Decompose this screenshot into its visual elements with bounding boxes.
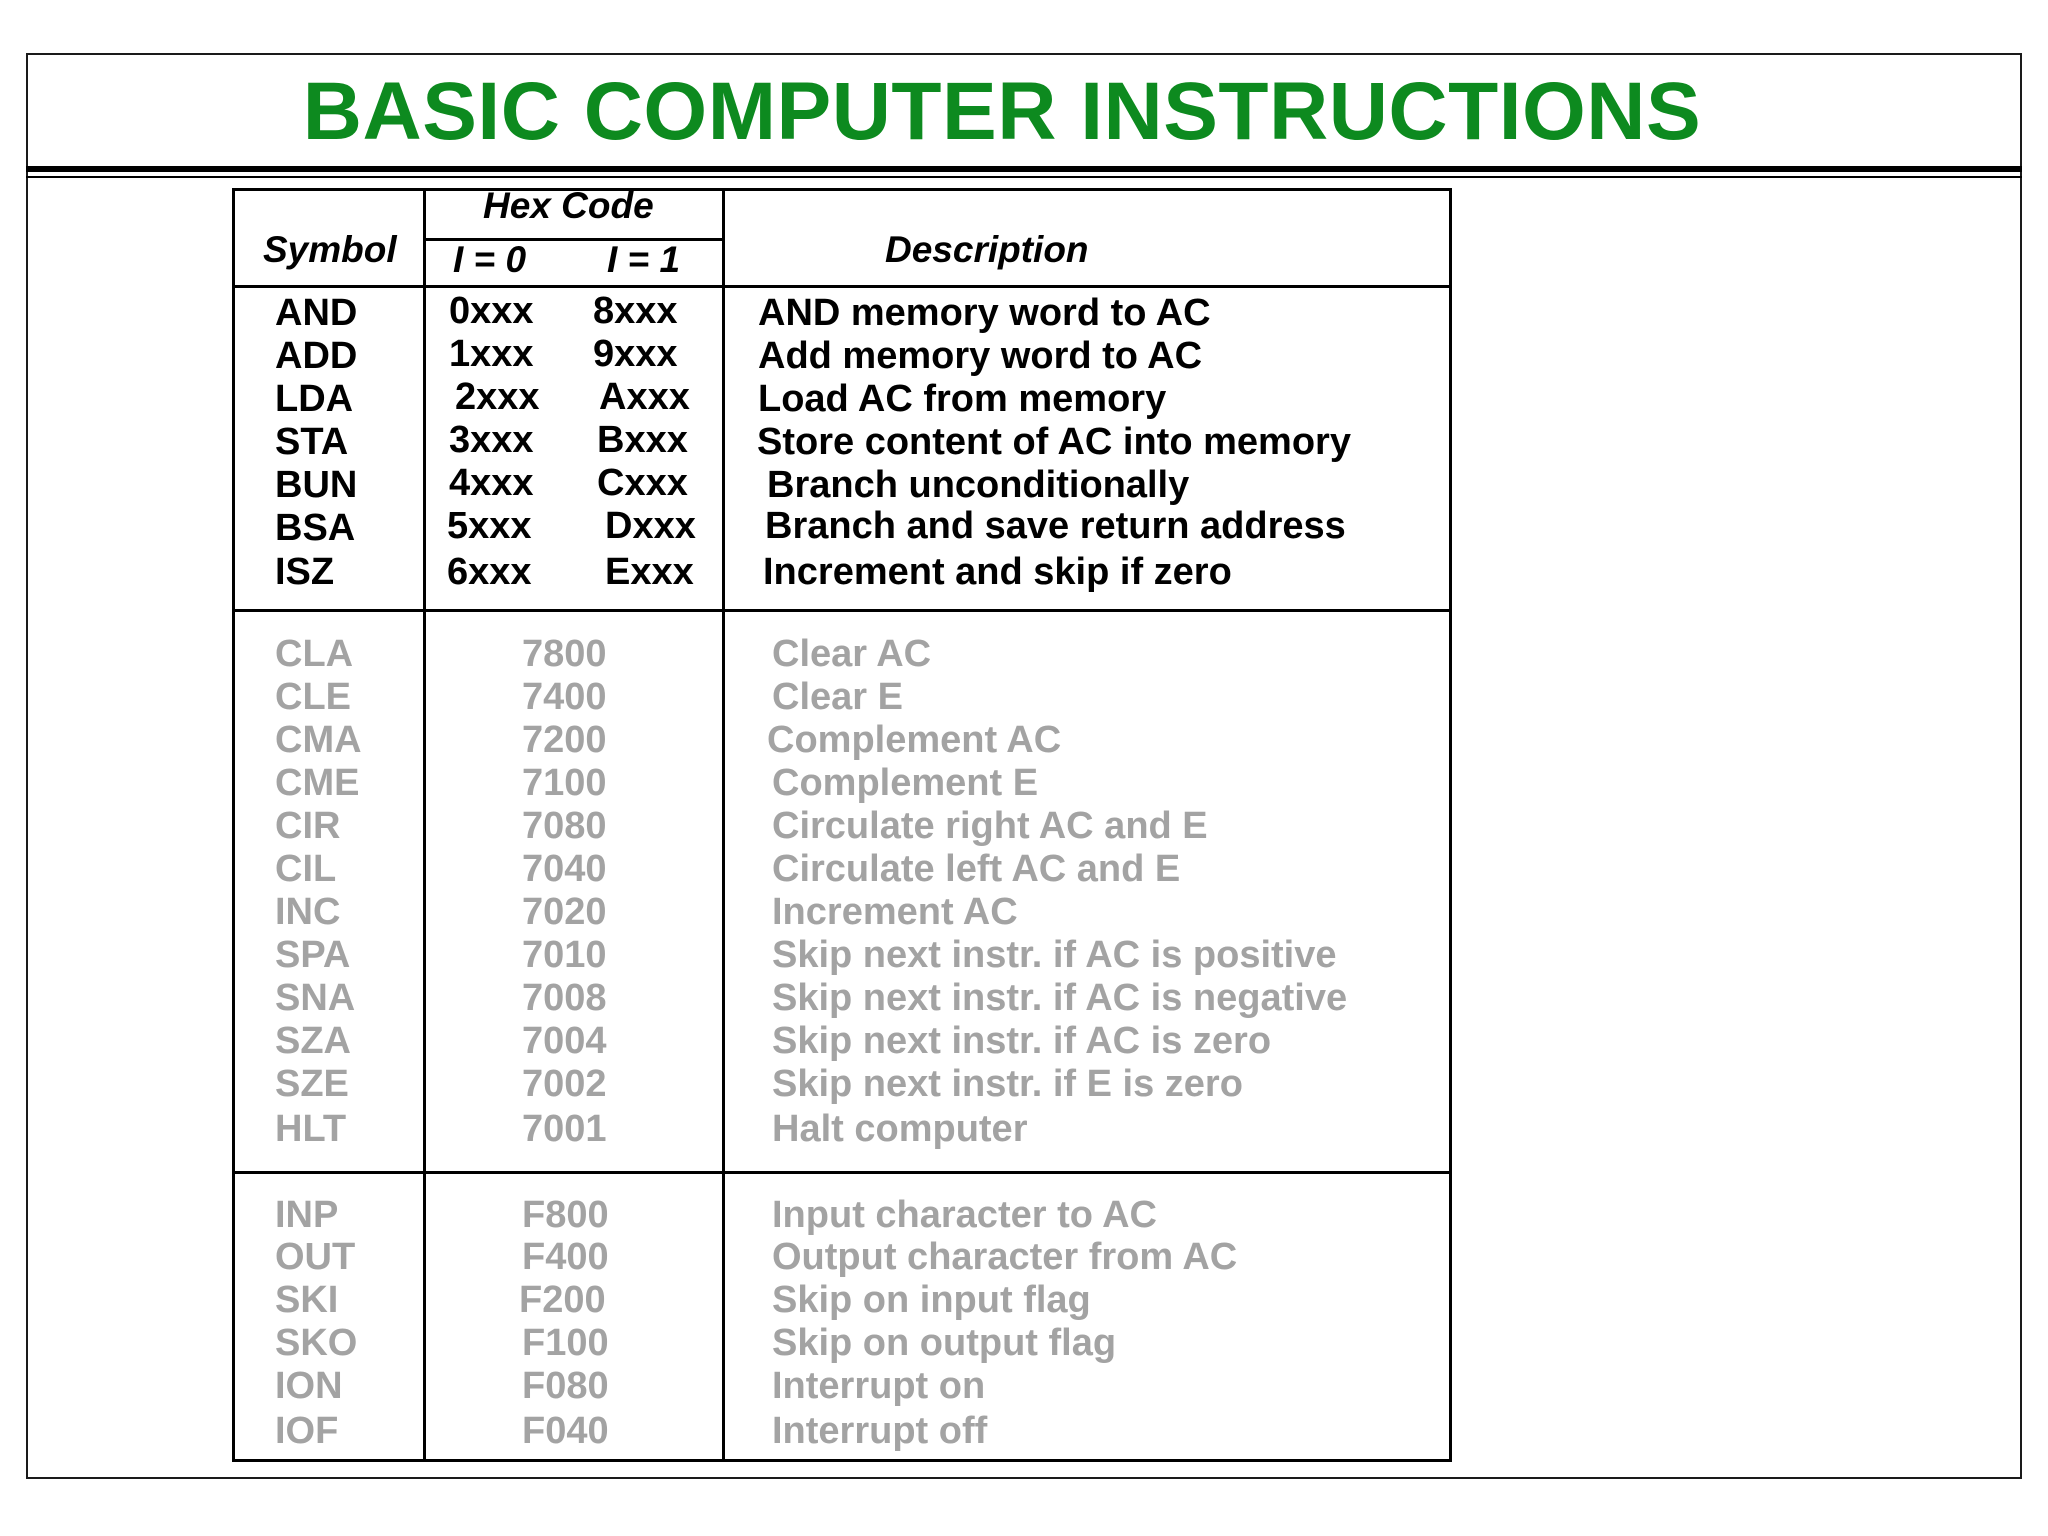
title-rule-thin [26,176,2022,178]
table-row-hex-i0: 1xxx [449,333,534,375]
table-row-hex-i0: 6xxx [447,551,532,593]
header-description: Description [885,229,1089,270]
table-row-symbol: CMA [275,719,362,761]
table-row-hex-i1: Exxx [605,551,694,593]
table-row-hex: 7001 [522,1108,607,1150]
table-row-symbol: AND [275,292,358,334]
table-row-description: Circulate right AC and E [772,805,1208,847]
table-row-symbol: SKI [275,1279,339,1321]
table-row-symbol: INC [275,891,341,933]
table-row-hex: 7400 [522,676,607,718]
table-row-description: Skip next instr. if AC is positive [772,934,1337,976]
table-row-hex: 7040 [522,848,607,890]
table-row-hex: F400 [522,1236,609,1278]
table-row-hex: 7008 [522,977,607,1019]
table-row-description: Input character to AC [772,1194,1157,1236]
table-row-symbol: OUT [275,1236,356,1278]
table-row-description: Clear AC [772,633,932,675]
table-row-description: Branch unconditionally [767,464,1190,506]
table-row-symbol: SKO [275,1322,358,1364]
table-row-symbol: ION [275,1365,343,1407]
table-row-hex: F800 [522,1194,609,1236]
table-row-description: Load AC from memory [758,378,1167,420]
page-title: BASIC COMPUTER INSTRUCTIONS [302,66,1702,157]
table-row-hex: 7004 [522,1020,607,1062]
header-symbol: Symbol [263,229,397,270]
table-row-hex: 7800 [522,633,607,675]
table-row-description: Interrupt on [772,1365,986,1407]
table-row-symbol: CIR [275,805,341,847]
table-row-symbol: LDA [275,378,354,420]
table-row-description: AND memory word to AC [758,292,1211,334]
table-row-symbol: ADD [275,335,358,377]
table-row-symbol: BUN [275,464,358,506]
table-row-description: Skip next instr. if AC is zero [772,1020,1272,1062]
table-row-symbol: SZE [275,1063,349,1105]
table-row-hex: F080 [522,1365,609,1407]
table-row-description: Complement E [772,762,1039,804]
column-divider-hex [722,191,725,1459]
table-row-description: Increment AC [772,891,1018,933]
table-row-symbol: BSA [275,507,356,549]
table-row-description: Interrupt off [772,1410,988,1452]
table-row-symbol: CLE [275,676,351,718]
table-row-symbol: CIL [275,848,337,890]
table-row-symbol: CLA [275,633,354,675]
table-row-symbol: SNA [275,977,356,1019]
table-row-hex-i0: 5xxx [447,505,532,547]
table-row-hex-i0: 0xxx [449,290,534,332]
table-row-description: Skip next instr. if E is zero [772,1063,1243,1105]
table-row-symbol: SZA [275,1020,351,1062]
header-hex-code: Hex Code [483,185,654,226]
table-row-hex: 7020 [522,891,607,933]
section-divider-register [235,609,1449,612]
table-row-hex-i1: Dxxx [605,505,696,547]
header-i0: I = 0 [453,239,527,280]
table-row-hex: 7010 [522,934,607,976]
table-row-hex: 7080 [522,805,607,847]
table-row-description: Skip next instr. if AC is negative [772,977,1348,1019]
table-row-hex-i0: 3xxx [449,419,534,461]
table-row-description: Branch and save return address [765,505,1346,547]
table-row-hex-i1: Axxx [599,376,690,418]
table-row-symbol: CME [275,762,360,804]
table-row-description: Complement AC [767,719,1062,761]
table-row-description: Add memory word to AC [758,335,1203,377]
header-i1: I = 1 [607,239,681,280]
column-divider-symbol [423,191,426,1459]
table-row-hex-i1: Cxxx [597,462,688,504]
table-row-description: Halt computer [772,1108,1028,1150]
table-row-symbol: SPA [275,934,351,976]
instruction-table [232,185,1452,1462]
table-row-hex: F040 [522,1410,609,1452]
table-row-hex: F100 [522,1322,609,1364]
table-row-hex-i0: 2xxx [455,376,540,418]
table-row-description: Output character from AC [772,1236,1238,1278]
table-row-description: Skip on output flag [772,1322,1117,1364]
section-divider-io [235,1171,1449,1174]
table-row-description: Increment and skip if zero [763,551,1232,593]
table-row-symbol: IOF [275,1410,339,1452]
table-row-hex-i0: 4xxx [449,462,534,504]
table-row-hex: 7002 [522,1063,607,1105]
table-row-description: Skip on input flag [772,1279,1091,1321]
table-row-description: Store content of AC into memory [757,421,1351,463]
header-divider [235,285,1449,288]
table-row-description: Clear E [772,676,903,718]
table-row-symbol: STA [275,421,349,463]
table-row-hex-i1: 8xxx [593,290,678,332]
table-row-symbol: ISZ [275,551,335,593]
table-row-symbol: HLT [275,1108,347,1150]
table-row-hex: 7100 [522,762,607,804]
title-rule-thick [26,166,2022,172]
table-row-symbol: INP [275,1194,339,1236]
table-row-hex-i1: 9xxx [593,333,678,375]
table-row-hex-i1: Bxxx [597,419,688,461]
table-row-description: Circulate left AC and E [772,848,1181,890]
table-row-hex: 7200 [522,719,607,761]
table-row-hex: F200 [519,1279,606,1321]
